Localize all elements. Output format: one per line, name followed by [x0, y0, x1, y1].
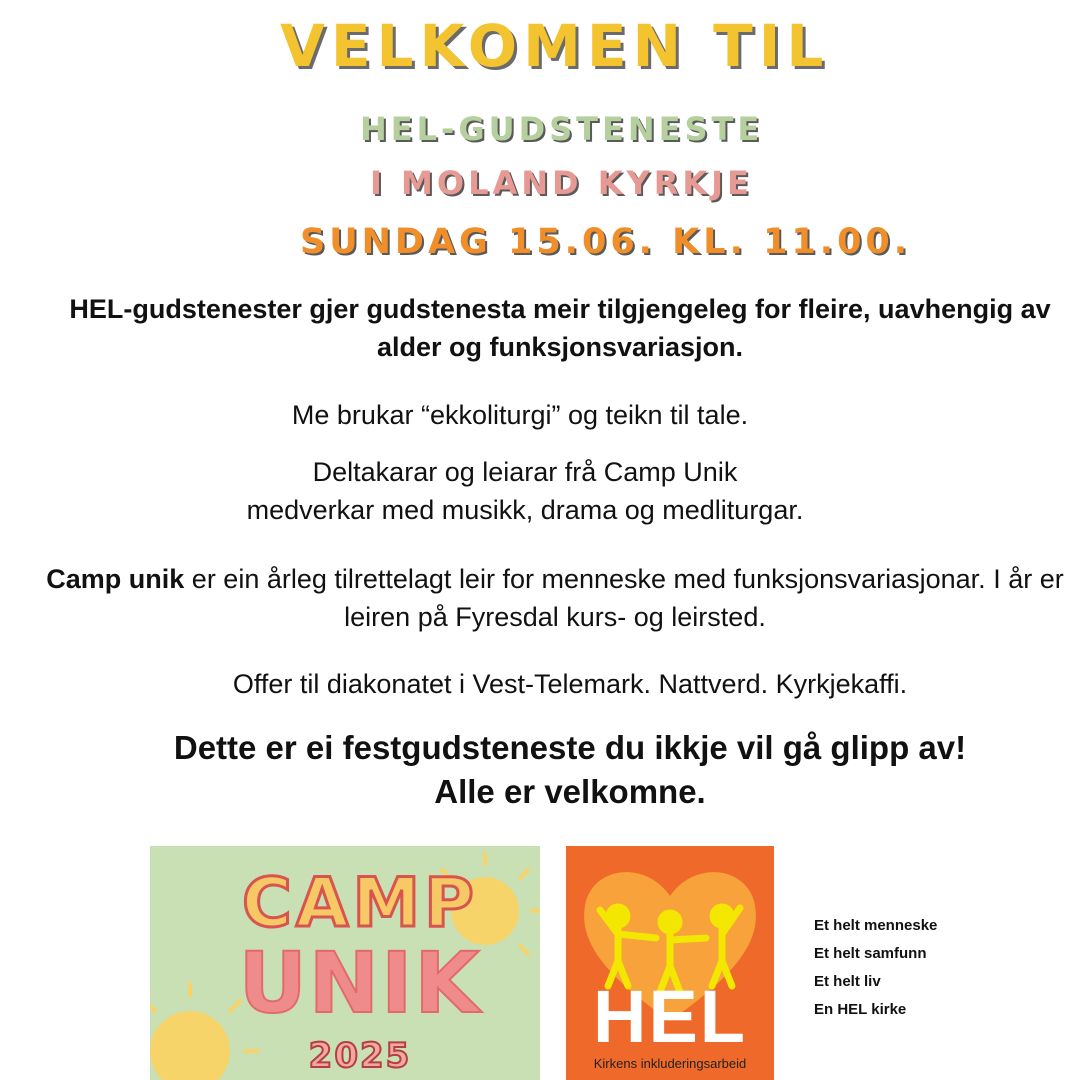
- event-date: SUNDAG 15.06. KL. 11.00.: [300, 222, 912, 262]
- intro-paragraph: HEL-gudstenester gjer gudstenesta meir tilgjengeleg for fleire, uavhengig av alder og funksjonsvariasjon.: [69, 294, 1051, 362]
- closing-line-1: Dette er ei festgudsteneste du ikkje vil gå glipp av!: [173, 729, 967, 766]
- participants-line-1: Deltakarar og leiarar frå Camp Unik: [312, 457, 738, 487]
- offer-paragraph: Offer til diakonatet i Vest-Telemark. Nattverd. Kyrkjekaffi.: [232, 669, 908, 699]
- tagline-item: Et helt samfunn: [814, 945, 927, 962]
- participants-line-2: medverkar med musikk, drama og medliturgar.: [246, 495, 804, 525]
- camp-year: 2025: [308, 1036, 412, 1076]
- camp-unik-logo: [150, 846, 540, 1080]
- hel-word: HEL: [593, 975, 747, 1058]
- tagline-item: En HEL kirke: [814, 1001, 907, 1018]
- participants-paragraph: [0, 453, 1080, 529]
- camp-description: er ein årleg tilrettelagt leir for menneske med funksjonsvariasjonar. I år er leiren på Fyresdal kurs- og leirsted.: [184, 564, 1064, 632]
- hel-logo: [566, 846, 774, 1080]
- page-title: VELKOMEN TIL: [280, 12, 830, 80]
- tagline-list: [814, 912, 1014, 1024]
- closing-paragraph: [50, 726, 1080, 814]
- tagline-item: Et helt liv: [814, 973, 881, 990]
- event-place: I MOLAND KYRKJE: [370, 164, 753, 202]
- liturgy-paragraph: Me brukar “ekkoliturgi” og teikn til tale.: [291, 400, 749, 430]
- camp-word: CAMP: [241, 864, 479, 943]
- tagline-item: Et helt menneske: [814, 917, 938, 934]
- camp-name-bold: Camp unik: [46, 564, 185, 594]
- unik-word: UNIK: [238, 934, 482, 1032]
- camp-paragraph: [30, 560, 1080, 636]
- hel-subtitle: Kirkens inkluderingsarbeid: [593, 1056, 747, 1071]
- event-name: HEL-GUDSTENESTE: [360, 110, 764, 148]
- closing-line-2: Alle er velkomne.: [434, 773, 706, 810]
